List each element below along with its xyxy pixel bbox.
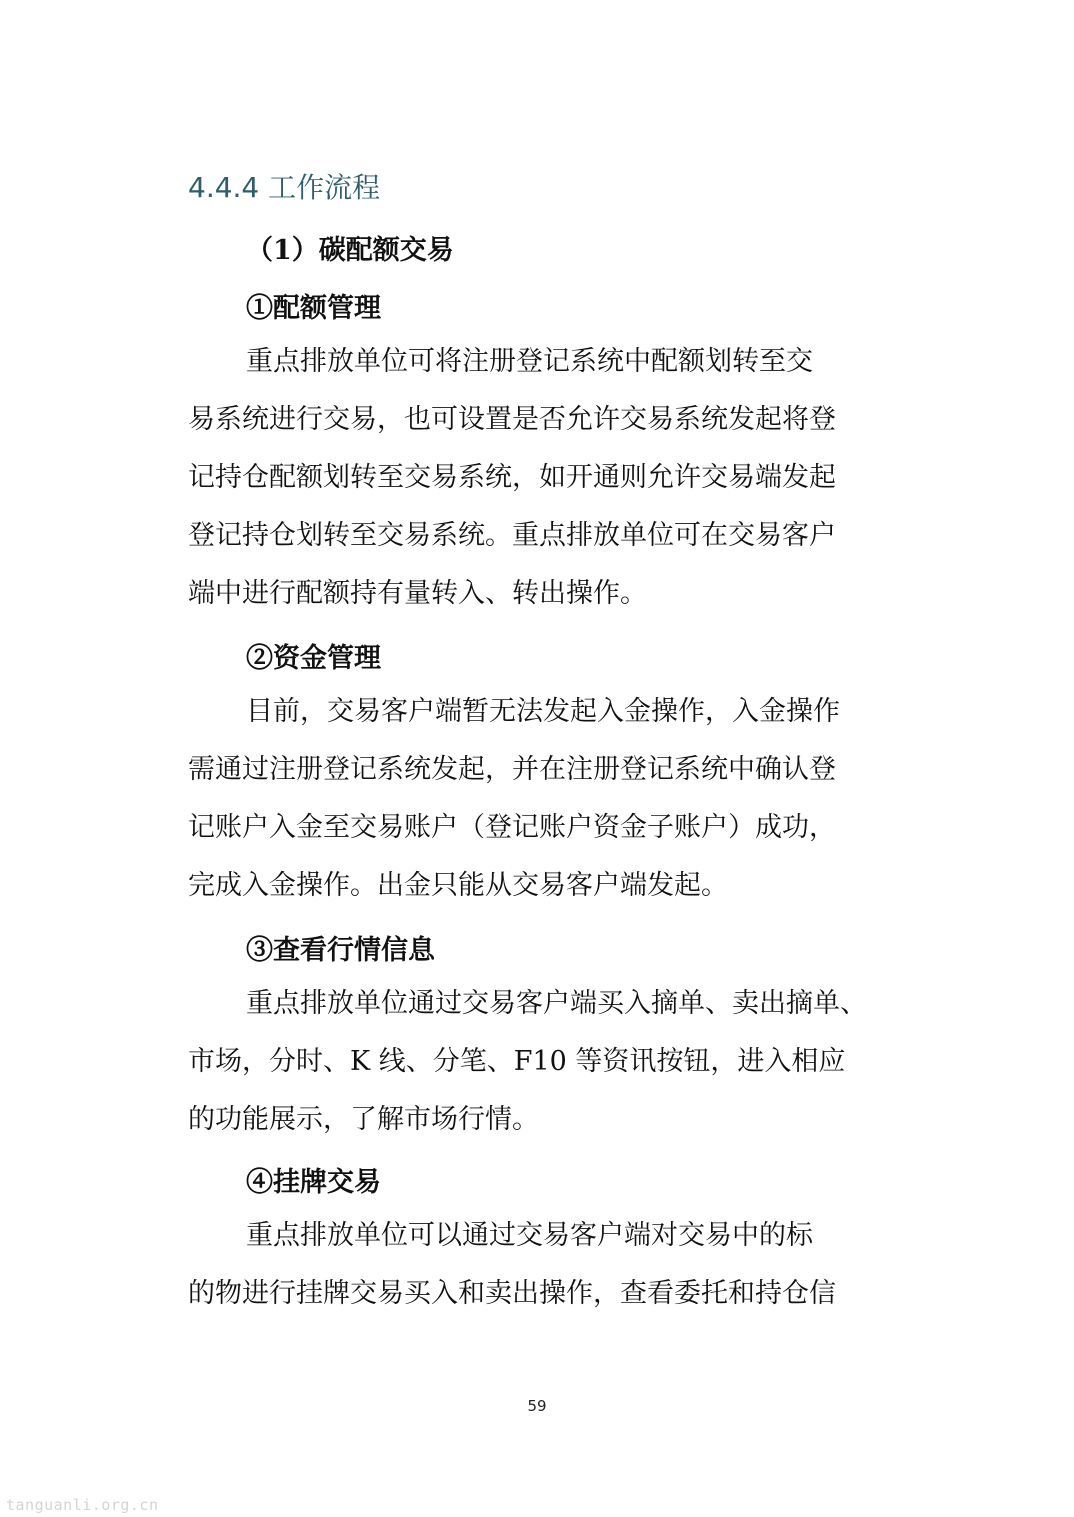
text-line: 记持仓配额划转至交易系统，如开通则允许交易端发起 [188, 462, 836, 493]
item-title-listing-trade: ④挂牌交易 [246, 1167, 381, 1198]
text-line: 的物进行挂牌交易买入和卖出操作，查看委托和持仓信 [188, 1278, 836, 1309]
text-line: 重点排放单位可以通过交易客户端对交易中的标 [246, 1220, 813, 1251]
text-line: 易系统进行交易，也可设置是否允许交易系统发起将登 [188, 404, 836, 435]
text-line: 登记持仓划转至交易系统。重点排放单位可在交易客户 [188, 520, 836, 551]
paragraph-fund-management [188, 683, 888, 915]
watermark: tanguanli.org.cn [6, 1496, 159, 1514]
item-title-fund-management: ②资金管理 [246, 643, 381, 674]
text-line: 记账户入金至交易账户（登记账户资金子账户）成功， [188, 812, 836, 843]
item-title-market-info: ③查看行情信息 [246, 935, 435, 966]
text-line: 重点排放单位通过交易客户端买入摘单、卖出摘单、 [246, 988, 867, 1019]
item-title-quota-management: ①配额管理 [246, 293, 381, 324]
text-line: 需通过注册登记系统发起，并在注册登记系统中确认登 [188, 754, 836, 785]
paragraph-listing-trade [188, 1207, 888, 1323]
text-line: 完成入金操作。出金只能从交易客户端发起。 [188, 870, 728, 901]
text-line: 重点排放单位可将注册登记系统中配额划转至交 [246, 346, 813, 377]
text-line: 市场，分时、K 线、分笔、F10 等资讯按钮，进入相应 [188, 1046, 846, 1077]
section-heading: 4.4.4 工作流程 [188, 171, 381, 204]
page-number: 59 [527, 1397, 547, 1415]
text-line: 目前，交易客户端暂无法发起入金操作，入金操作 [246, 696, 840, 727]
paragraph-quota-management [188, 333, 888, 623]
text-line: 的功能展示，了解市场行情。 [188, 1104, 539, 1135]
subsection-title: （1）碳配额交易 [246, 235, 454, 266]
text-line: 端中进行配额持有量转入、转出操作。 [188, 578, 647, 609]
paragraph-market-info [188, 975, 888, 1149]
